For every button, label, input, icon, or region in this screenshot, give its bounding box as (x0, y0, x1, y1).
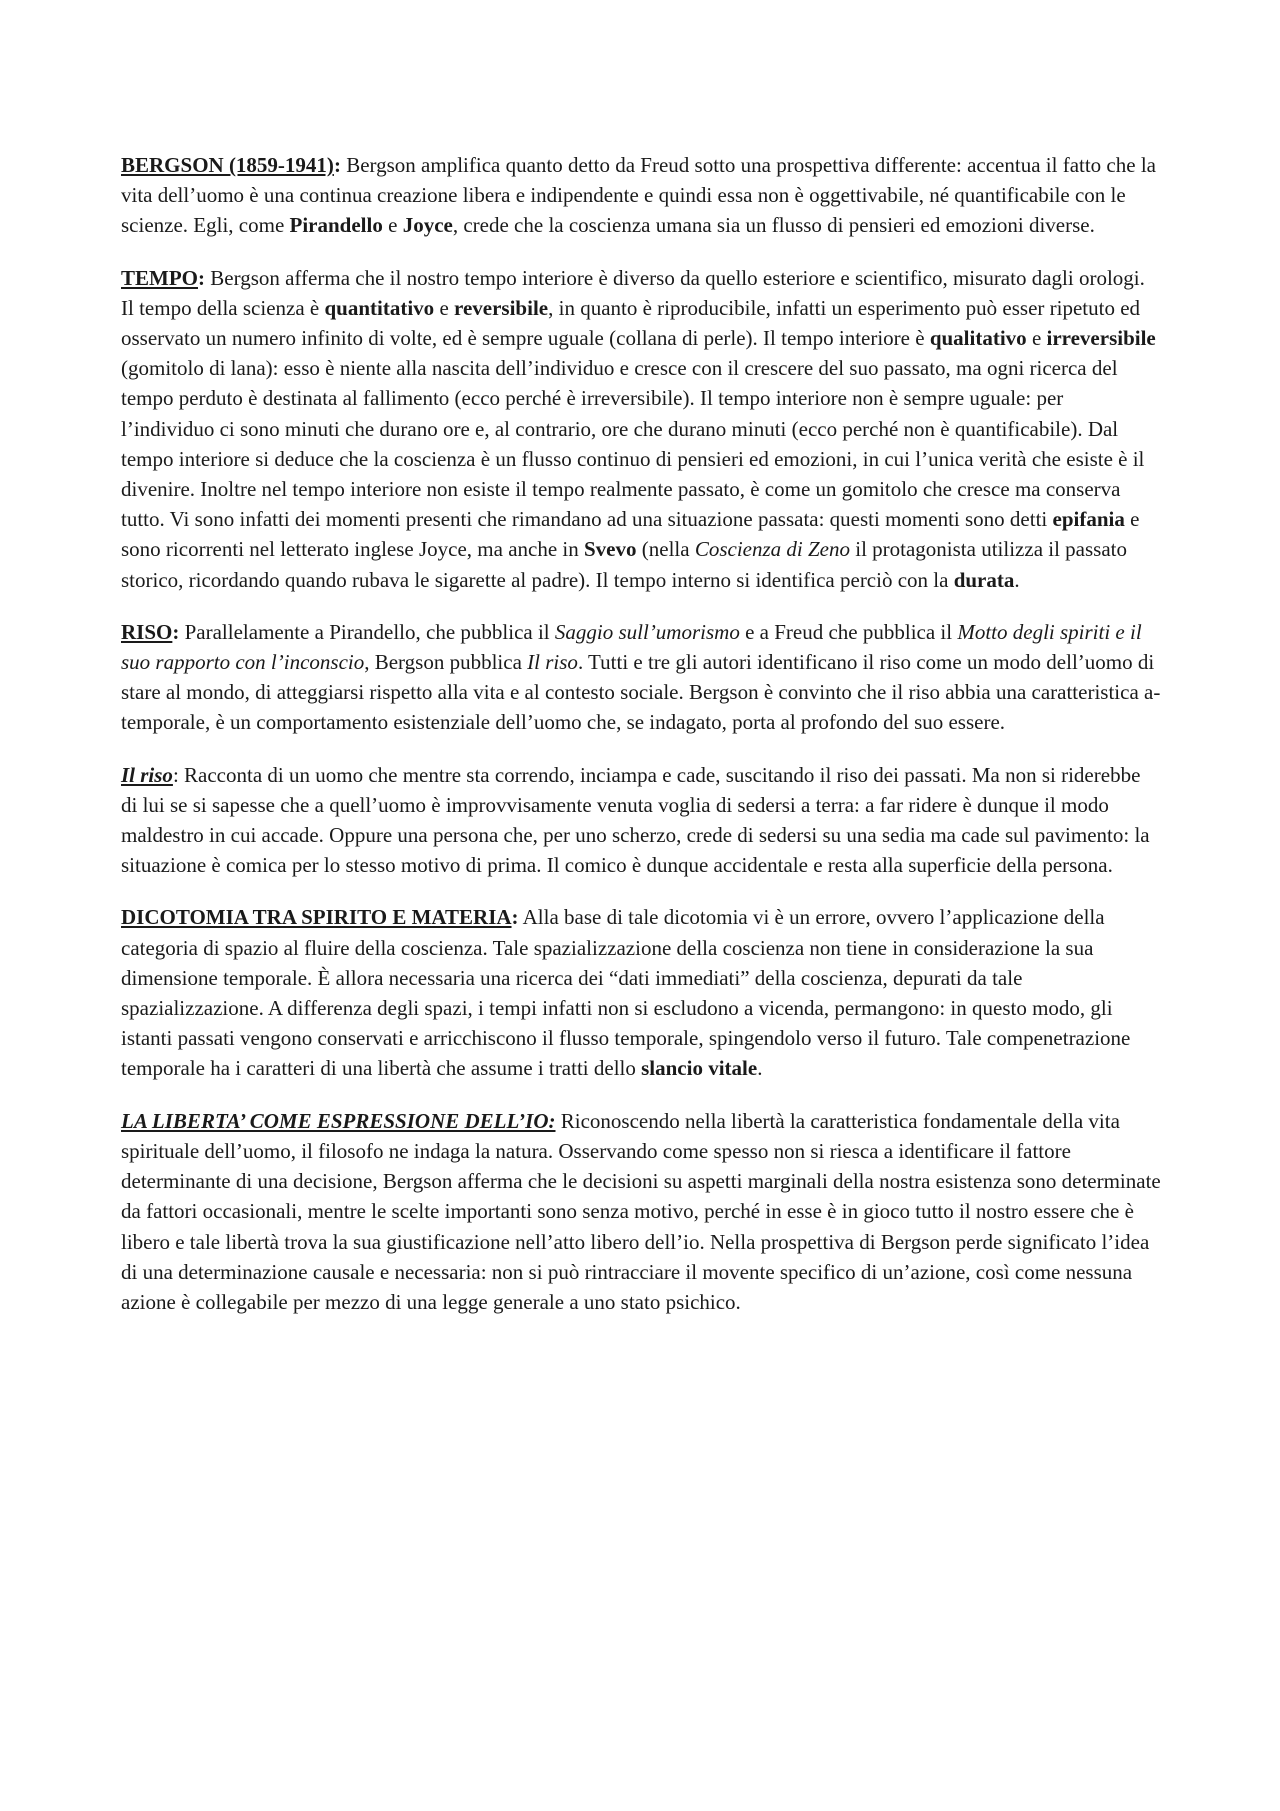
body-text: e sono ricorrenti nel letterato inglese Joyce, ma anche in (121, 507, 1140, 562)
body-text: e (434, 295, 455, 320)
body-text: (gomitolo di lana): esso è niente alla nascita dell’individuo e cresce con il crescere del suo passato, ma ogni ricerca del tempo perduto è destinata al fallimento (ecco perché è irreversibile). Il tempo interiore non è sempre uguale: per l’individuo ci sono minuti che durano ore e, al contrario, ore che durano minuti (ecco perché non è quantificabile). Dal tempo interiore si deduce che la coscienza è un flusso continuo di pensieri ed emozioni, in cui l’unica verità che esiste è il divenire. Inoltre nel tempo interiore non esiste il tempo realmente passato, è come un gomitolo che cresce ma conserva tutto. Vi sono infatti dei momenti presenti che rimandano ad una situazione passata: questi momenti sono detti (121, 356, 1145, 532)
body-text: e (1026, 326, 1047, 351)
bold-term: durata (953, 567, 1015, 592)
heading-colon: : (333, 153, 341, 177)
body-text: Alla base di tale dicotomia vi è un errore, ovvero l’applicazione della categoria di spazio al fluire della coscienza. Tale spazializzazione della coscienza non tiene in considerazione la sua dimensione temporale. È allora necessaria una ricerca dei “dati immediati” della coscienza, depurati da tale spazializzazione. A differenza degli spazi, i tempi infatti non si escludono a vicenda, permangono: in questo modo, gli istanti passati vengono conservati e arricchiscono il flusso temporale, spingendolo verso il futuro. Tale compenetrazione temporale ha i caratteri di una libertà che assume i tratti dello (121, 905, 1131, 1081)
section-paragraph (121, 902, 1161, 1083)
section-heading: TEMPO (121, 265, 198, 290)
body-text: . (757, 1056, 763, 1081)
section-heading: Il riso (121, 762, 173, 787)
section-paragraph (121, 760, 1161, 881)
body-text: , Bergson pubblica (364, 650, 528, 675)
body-text: Bergson afferma che il nostro tempo interiore è diverso da quello esteriore e scientifico, misurato dagli orologi. Il tempo della scienza è (121, 265, 1145, 320)
body-text: . Tutti e tre gli autori identificano il riso come un modo dell’uomo di stare al mondo, di atteggiarsi rispetto alla vita e al contesto sociale. Bergson è convinto che il riso abbia una caratteristica a-temporale, è un comportamento esistenziale dell’uomo che, se indagato, porta al profondo del suo essere. (121, 650, 1161, 735)
bold-term: irreversibile (1046, 326, 1156, 351)
body-text: . (1014, 567, 1020, 592)
body-text: Riconoscendo nella libertà la caratteristica fondamentale della vita spirituale dell’uomo, il filosofo ne indaga la natura. Osservando come spesso non si riesca a identificare il fattore determinante di una decisione, Bergson afferma che le decisioni su aspetti marginali della nostra esistenza sono determinate da fattori occasionali, mentre le scelte importanti sono senza motivo, perché in esse è in gioco tutto il nostro essere che è libero e tale libertà trova la sua giustificazione nell’atto libero dell’io. Nella prospettiva di Bergson perde significato l’idea di una determinazione causale e necessaria: non si può rintracciare il movente specifico di un’azione, così come nessuna azione è collegabile per mezzo di una legge generale a uno stato psichico. (121, 1108, 1161, 1314)
section-heading: BERGSON (1859-1941) (121, 153, 334, 177)
bold-term: reversibile (454, 295, 549, 320)
italic-title: Il riso (527, 650, 578, 675)
body-text: Racconta di un uomo che mentre sta correndo, inciampa e cade, suscitando il riso dei passati. Ma non si riderebbe di lui se si sapesse che a quell’uomo è improvvisamente venuta voglia di sedersi a terra: a far ridere è dunque il modo maldestro in cui accade. Oppure una persona che, per uno scherzo, crede di sedersi su una sedia ma cade sul pavimento: la situazione è comica per lo stesso motivo di prima. Il comico è dunque accidentale e resta alla superficie della persona. (121, 762, 1150, 878)
body-text: (nella (636, 537, 695, 562)
bold-term: Joyce (402, 213, 453, 238)
section-heading: DICOTOMIA TRA SPIRITO E MATERIA (121, 905, 512, 930)
section-heading: LA LIBERTA’ COME ESPRESSIONE DELL’IO: (121, 1108, 556, 1133)
section-paragraph (121, 617, 1161, 738)
body-text: e (382, 213, 403, 238)
bold-term: epifania (1052, 507, 1125, 532)
bold-term: Pirandello (289, 213, 383, 238)
heading-colon: : (198, 265, 205, 290)
bold-term: quantitativo (324, 295, 435, 320)
italic-title: Coscienza di Zeno (694, 537, 850, 562)
italic-title: Saggio sull’umorismo (554, 619, 740, 644)
heading-colon: : (511, 905, 519, 930)
section-paragraph (121, 150, 1161, 241)
bold-term: qualitativo (929, 326, 1027, 351)
body-text: , in quanto è riproducibile, infatti un esperimento può esser ripetuto ed osservato un numero infinito di volte, ed è sempre uguale (collana di perle). Il tempo interiore è (121, 295, 1141, 351)
body-text: Bergson amplifica quanto detto da Freud sotto una prospettiva differente: accentua il fatto che la vita dell’uomo è una continua creazione libera e indipendente e quindi essa non è oggettivabile, né quantificabile con le scienze. Egli, come (121, 153, 1156, 238)
italic-title: Motto degli spiriti e il suo rapporto con l’inconscio (121, 619, 1142, 675)
body-text: e a Freud che pubblica il (739, 619, 958, 644)
document-page (121, 150, 1161, 1339)
body-text: , crede che la coscienza umana sia un flusso di pensieri ed emozioni diverse. (452, 213, 1095, 238)
section-heading: RISO (121, 619, 173, 644)
section-paragraph (121, 263, 1161, 595)
bold-term: Svevo (584, 537, 637, 562)
section-paragraph (121, 1106, 1161, 1317)
bold-term: slancio vitale (641, 1056, 758, 1081)
body-text: il protagonista utilizza il passato storico, ricordando quando rubava le sigarette al padre). Il tempo interno si identifica perciò con la (121, 537, 1128, 592)
heading-colon: : (172, 762, 179, 787)
heading-colon: : (172, 619, 180, 644)
body-text: Parallelamente a Pirandello, che pubblica il (184, 619, 555, 644)
